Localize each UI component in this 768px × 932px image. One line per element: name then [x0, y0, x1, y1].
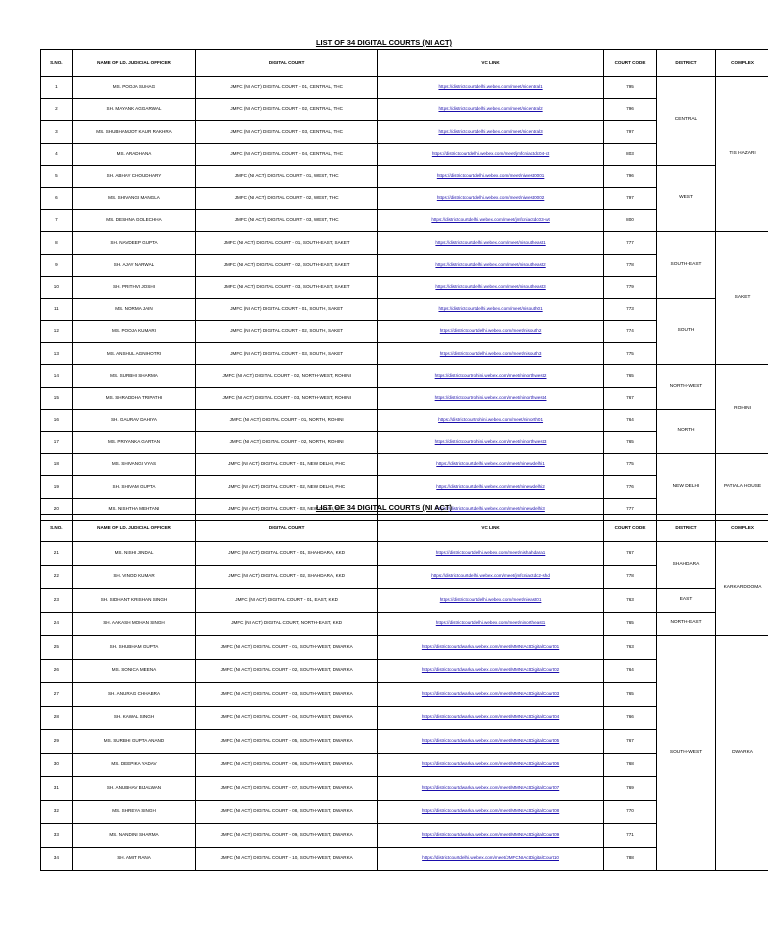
vc-link[interactable]: https://districtcourtdwarka.webex.com/meet/MMNIActDigitalCourt08 [378, 800, 604, 824]
cell-court: JMFC (NI ACT) DIGITAL COURT - 02, SOUTH-WEST, DWARKA [196, 659, 378, 683]
cell-code: 778 [604, 254, 657, 276]
cell-officer: SH. SIDHANT KRISHAN SINGH [72, 589, 196, 613]
vc-link[interactable]: https://districtcourtdelhi.webex.com/meet/nieast01 [378, 589, 604, 613]
cell-code: 765 [604, 612, 657, 636]
cell-court: JMFC (NI ACT) DIGITAL COURT - 09, SOUTH-WEST, DWARKA [196, 824, 378, 848]
cell-officer: SH. KAWAL SINGH [72, 706, 196, 730]
cell-code: 778 [604, 565, 657, 589]
cell-sno: 24 [41, 612, 73, 636]
cell-officer: MS. DESHNA GOLECHHA [72, 210, 196, 232]
table-row [41, 165, 768, 187]
cell-court: JMFC (NI ACT) DIGITAL COURT - 03, WEST, THC [196, 210, 378, 232]
cell-code: 779 [604, 276, 657, 298]
cell-officer: SH. GAURAV DAHIYA [72, 409, 196, 431]
table-row [41, 454, 768, 476]
header-digital-court: DIGITAL COURT [196, 50, 378, 77]
cell-sno: 19 [41, 476, 73, 498]
cell-officer: SH. ANURAG CHHABRA [72, 683, 196, 707]
header-vc-link: VC LINK [378, 515, 604, 542]
cell-code: 767 [604, 730, 657, 754]
cell-officer: MS. PRIYANKA GARTAN [72, 432, 196, 454]
vc-link[interactable]: https://districtcourtdelhi.webex.com/meet/nisouth3 [378, 343, 604, 365]
cell-sno: 2 [41, 99, 73, 121]
cell-sno: 1 [41, 77, 73, 99]
cell-court: JMFC (NI ACT) DIGITAL COURT - 01, EAST, KKD [196, 589, 378, 613]
district-cell: NEW DELHI [656, 454, 715, 521]
cell-officer: SH. MAYANK AGGARWAL [72, 99, 196, 121]
cell-sno: 4 [41, 143, 73, 165]
cell-sno: 10 [41, 276, 73, 298]
vc-link[interactable]: https://districtcourtrohini.webex.com/meet/ninorthwest4 [378, 387, 604, 409]
vc-link[interactable]: https://districtcourtrohini.webex.com/meet/ninorthwest3 [378, 432, 604, 454]
district-cell: SOUTH-WEST [656, 636, 715, 871]
vc-link[interactable]: https://districtcourtdelhi.webex.com/meet/nicentral1 [378, 77, 604, 99]
cell-court: JMFC (NI ACT) DIGITAL COURT - 02, SOUTH, SAKET [196, 321, 378, 343]
cell-code: 797 [604, 121, 657, 143]
table-row [41, 542, 768, 566]
vc-link[interactable]: https://districtcourtdwarka.webex.com/meet/MMNIActDigitalCourt05 [378, 730, 604, 754]
header-officer: NAME OF LD. JUDICIAL OFFICER [72, 50, 196, 77]
cell-code: 765 [604, 365, 657, 387]
cell-officer: SH. AAKASH MOHAN SINGH [72, 612, 196, 636]
cell-sno: 5 [41, 165, 73, 187]
cell-sno: 11 [41, 298, 73, 320]
table-row [41, 589, 768, 613]
cell-code: 788 [604, 847, 657, 871]
vc-link[interactable]: https://districtcourtdelhi.webex.com/meet/nisouth2 [378, 321, 604, 343]
cell-sno: 17 [41, 432, 73, 454]
cell-officer: MS. ANSHUL AGNIHOTRI [72, 343, 196, 365]
cell-court: JMFC (NI ACT) DIGITAL COURT - 08, SOUTH-WEST, DWARKA [196, 800, 378, 824]
cell-sno: 25 [41, 636, 73, 660]
cell-code: 775 [604, 454, 657, 476]
cell-sno: 6 [41, 187, 73, 209]
cell-code: 774 [604, 321, 657, 343]
district-cell: EAST [656, 589, 715, 613]
cell-code: 776 [604, 476, 657, 498]
cell-code: 765 [604, 432, 657, 454]
vc-link[interactable]: https://districtcourtdwarka.webex.com/meet/MMNIActDigitalCourt09 [378, 824, 604, 848]
cell-court: JMFC (NI ACT) DIGITAL COURT - 02, SHAHDARA, KKD [196, 565, 378, 589]
cell-code: 800 [604, 210, 657, 232]
cell-court: JMFC (NI ACT) DIGITAL COURT - 02, CENTRAL, THC [196, 99, 378, 121]
district-cell: NORTH-WEST [656, 365, 715, 409]
cell-officer: MS. NISHI JINDAL [72, 542, 196, 566]
cell-code: 771 [604, 824, 657, 848]
cell-officer: SH. AMIT RANA [72, 847, 196, 871]
cell-code: 795 [604, 77, 657, 99]
cell-court: JMFC (NI ACT) DIGITAL COURT - 02, WEST, THC [196, 187, 378, 209]
complex-cell: KARKARDOOMA [716, 542, 768, 636]
header-sno: S.NO. [41, 515, 73, 542]
cell-code: 803 [604, 143, 657, 165]
vc-link[interactable]: https://districtcourtdelhi.webex.com/meet/niwest0002 [378, 187, 604, 209]
district-cell: SOUTH-EAST [656, 232, 715, 299]
digital-courts-table [40, 514, 768, 871]
cell-code: 769 [604, 777, 657, 801]
digital-courts-table [40, 49, 768, 521]
table-row [41, 232, 768, 254]
cell-court: JMFC (NI ACT) DIGITAL COURT - 03, SOUTH-EAST, SAKET [196, 276, 378, 298]
cell-court: JMFC (NI ACT) DIGITAL COURT - 01, NEW DELHI, PHC [196, 454, 378, 476]
table-header-row [41, 515, 768, 542]
cell-sno: 9 [41, 254, 73, 276]
vc-link[interactable]: https://districtcourtdelhi.webex.com/meet/jmfcniactdc2-shd [378, 565, 604, 589]
cell-court: JMFC (NI ACT) DIGITAL COURT - 01, CENTRAL, THC [196, 77, 378, 99]
cell-court: JMFC (NI ACT) DIGITAL COURT - 07, SOUTH-WEST, DWARKA [196, 777, 378, 801]
district-cell: WEST [656, 165, 715, 232]
vc-link[interactable]: https://districtcourtdelhi.webex.com/meet/nisoutheast1 [378, 232, 604, 254]
table-header-row [41, 50, 768, 77]
header-complex: COMPLEX [716, 50, 768, 77]
cell-court: JMFC (NI ACT) DIGITAL COURT - 01, SOUTH-WEST, DWARKA [196, 636, 378, 660]
cell-court: JMFC (NI ACT) DIGITAL COURT - 04, SOUTH-WEST, DWARKA [196, 706, 378, 730]
header-sno: S.NO. [41, 50, 73, 77]
cell-officer: MS. SHUBHAMJOT KAUR RAKHRA [72, 121, 196, 143]
vc-link[interactable]: https://districtcourtdwarka.webex.com/meet/MMNIActDigitalCourt01 [378, 636, 604, 660]
cell-court: JMFC (NI ACT) DIGITAL COURT - 02, NORTH, ROHINI [196, 432, 378, 454]
cell-code: 767 [604, 542, 657, 566]
cell-officer: SH. AJAY NARWAL [72, 254, 196, 276]
vc-link[interactable]: https://districtcourtrohini.webex.com/meet/ninorthwest2 [378, 365, 604, 387]
vc-link[interactable]: https://districtcourtdwarka.webex.com/meet/MMNIActDigitalCourt02 [378, 659, 604, 683]
cell-officer: SH. ANUBHAV BIJALWAN [72, 777, 196, 801]
cell-court: JMFC (NI ACT) DIGITAL COURT - 03, NEW DELHI, PHC [196, 498, 378, 520]
vc-link[interactable]: https://districtcourtdelhi.webex.com/meet/JMFCNIActDigitalCourt10 [378, 847, 604, 871]
cell-court: JMFC (NI ACT) DIGITAL COURT - 01, WEST, THC [196, 165, 378, 187]
cell-court: JMFC (NI ACT) DIGITAL COURT - 01, NORTH, ROHINI [196, 409, 378, 431]
header-digital-court: DIGITAL COURT [196, 515, 378, 542]
cell-code: 773 [604, 298, 657, 320]
cell-officer: MS. POOJA SUHAG [72, 77, 196, 99]
vc-link[interactable]: https://districtcourtdwarka.webex.com/meet/MMNIActDigitalCourt03 [378, 683, 604, 707]
cell-officer: MS. NISHTHA MEHTANI [72, 498, 196, 520]
vc-link[interactable]: https://districtcourtdelhi.webex.com/meet/ninewdelhi3 [378, 498, 604, 520]
vc-link[interactable]: https://districtcourtrohini.webex.com/meet/ninorth01 [378, 409, 604, 431]
complex-cell: ROHINI [716, 365, 768, 454]
cell-court: JMFC (NI ACT) DIGITAL COURT - 03, SOUTH-WEST, DWARKA [196, 683, 378, 707]
cell-code: 797 [604, 187, 657, 209]
complex-cell: PATIALA HOUSE [716, 454, 768, 521]
cell-sno: 18 [41, 454, 73, 476]
district-cell: SOUTH [656, 298, 715, 365]
vc-link[interactable]: https://districtcourtdwarka.webex.com/meet/MMNIActDigitalCourt07 [378, 777, 604, 801]
cell-sno: 8 [41, 232, 73, 254]
cell-court: JMFC (NI ACT) DIGITAL COURT - 06, SOUTH-WEST, DWARKA [196, 753, 378, 777]
cell-court: JMFC (NI ACT) DIGITAL COURT - 02, NEW DELHI, PHC [196, 476, 378, 498]
table-row [41, 365, 768, 387]
table-row [41, 77, 768, 99]
vc-link[interactable]: https://districtcourtdelhi.webex.com/meet/niwest0001 [378, 165, 604, 187]
cell-sno: 22 [41, 565, 73, 589]
vc-link[interactable]: https://districtcourtdwarka.webex.com/meet/MMNIActDigitalCourt04 [378, 706, 604, 730]
cell-officer: SH. SHIVAM GUPTA [72, 476, 196, 498]
vc-link[interactable]: https://districtcourtdelhi.webex.com/meet/ninewdelhi2 [378, 476, 604, 498]
cell-code: 763 [604, 589, 657, 613]
header-vc-link: VC LINK [378, 50, 604, 77]
page-title: LIST OF 34 DIGITAL COURTS (NI ACT) [315, 38, 453, 47]
cell-code: 764 [604, 409, 657, 431]
cell-sno: 26 [41, 659, 73, 683]
vc-link[interactable]: https://districtcourtdelhi.webex.com/meet/jmfcniactdc03-wt [378, 210, 604, 232]
table-row [41, 612, 768, 636]
cell-court: JMFC (NI ACT) DIGITAL COURT, NORTH-EAST, KKD [196, 612, 378, 636]
cell-court: JMFC (NI ACT) DIGITAL COURT - 04, CENTRAL, THC [196, 143, 378, 165]
cell-sno: 13 [41, 343, 73, 365]
vc-link[interactable]: https://districtcourtdelhi.webex.com/meet/nishahdara1 [378, 542, 604, 566]
cell-court: JMFC (NI ACT) DIGITAL COURT - 02, NORTH-WEST, ROHINI [196, 365, 378, 387]
cell-code: 775 [604, 343, 657, 365]
vc-link[interactable]: https://districtcourtdelhi.webex.com/meet/ninewdelhi1 [378, 454, 604, 476]
cell-sno: 15 [41, 387, 73, 409]
cell-officer: MS. SURBHI SHARMA [72, 365, 196, 387]
cell-sno: 29 [41, 730, 73, 754]
header-court-code: COURT CODE [604, 50, 657, 77]
vc-link[interactable]: https://districtcourtdelhi.webex.com/meet/nisoutheast3 [378, 276, 604, 298]
cell-sno: 20 [41, 498, 73, 520]
header-complex: COMPLEX [716, 515, 768, 542]
cell-officer: MS. NANDINI SHARMA [72, 824, 196, 848]
cell-sno: 7 [41, 210, 73, 232]
cell-court: JMFC (NI ACT) DIGITAL COURT - 03, NORTH-WEST, ROHINI [196, 387, 378, 409]
cell-sno: 16 [41, 409, 73, 431]
table-row [41, 409, 768, 431]
cell-officer: MS. POOJA KUMARI [72, 321, 196, 343]
complex-cell: TIS HAZARI [716, 77, 768, 232]
cell-court: JMFC (NI ACT) DIGITAL COURT - 10, SOUTH-WEST, DWARKA [196, 847, 378, 871]
vc-link[interactable]: https://districtcourtdelhi.webex.com/meet/nicentral2 [378, 99, 604, 121]
cell-sno: 28 [41, 706, 73, 730]
cell-officer: SH. NAVDEEP GUPTA [72, 232, 196, 254]
cell-officer: MS. SHREYA SINGH [72, 800, 196, 824]
cell-officer: MS. SURBHI GUPTA ANAND [72, 730, 196, 754]
cell-code: 770 [604, 800, 657, 824]
cell-sno: 3 [41, 121, 73, 143]
vc-link[interactable]: https://districtcourtdelhi.webex.com/meet/nisouth01 [378, 298, 604, 320]
district-cell: CENTRAL [656, 77, 715, 166]
cell-code: 796 [604, 99, 657, 121]
cell-code: 763 [604, 636, 657, 660]
cell-officer: MS. SHIVANGI VYAS [72, 454, 196, 476]
vc-link[interactable]: https://districtcourtdwarka.webex.com/meet/MMNIActDigitalCourt06 [378, 753, 604, 777]
cell-officer: MS. NORMA JAIN [72, 298, 196, 320]
cell-sno: 33 [41, 824, 73, 848]
cell-court: JMFC (NI ACT) DIGITAL COURT - 03, CENTRAL, THC [196, 121, 378, 143]
cell-court: JMFC (NI ACT) DIGITAL COURT - 01, SHAHDARA, KKD [196, 542, 378, 566]
complex-cell: SAKET [716, 232, 768, 365]
cell-court: JMFC (NI ACT) DIGITAL COURT - 01, SOUTH-EAST, SAKET [196, 232, 378, 254]
cell-sno: 23 [41, 589, 73, 613]
cell-officer: MS. SHIVANGI MANGLA [72, 187, 196, 209]
cell-officer: SH. PRITHVI JOSHI [72, 276, 196, 298]
vc-link[interactable]: https://districtcourtdelhi.webex.com/meet/jmfcniactdc04-ct [378, 143, 604, 165]
cell-code: 777 [604, 232, 657, 254]
cell-sno: 27 [41, 683, 73, 707]
cell-code: 766 [604, 706, 657, 730]
header-court-code: COURT CODE [604, 515, 657, 542]
cell-code: 796 [604, 165, 657, 187]
cell-code: 764 [604, 659, 657, 683]
cell-code: 765 [604, 683, 657, 707]
vc-link[interactable]: https://districtcourtdelhi.webex.com/meet/nisoutheast2 [378, 254, 604, 276]
cell-sno: 32 [41, 800, 73, 824]
vc-link[interactable]: https://districtcourtdelhi.webex.com/meet/nicentral3 [378, 121, 604, 143]
complex-cell: DWARKA [716, 636, 768, 871]
cell-code: 768 [604, 753, 657, 777]
cell-sno: 12 [41, 321, 73, 343]
district-cell: NORTH-EAST [656, 612, 715, 636]
header-district: DISTRICT [656, 50, 715, 77]
table-row [41, 298, 768, 320]
cell-officer: MS. SHRADDHA TRIPATHI [72, 387, 196, 409]
cell-officer: SH. SHUBHAM GUPTA [72, 636, 196, 660]
cell-officer: MS. DEEPIKA YADAV [72, 753, 196, 777]
table-row [41, 636, 768, 660]
header-district: DISTRICT [656, 515, 715, 542]
cell-officer: MS. ARADHANA [72, 143, 196, 165]
cell-sno: 30 [41, 753, 73, 777]
cell-officer: SH. ABHAY CHOUDHARY [72, 165, 196, 187]
cell-officer: MS. SONICA MEENA [72, 659, 196, 683]
cell-officer: SH. VINOD KUMAR [72, 565, 196, 589]
cell-code: 777 [604, 498, 657, 520]
cell-court: JMFC (NI ACT) DIGITAL COURT - 05, SOUTH-WEST, DWARKA [196, 730, 378, 754]
cell-code: 767 [604, 387, 657, 409]
district-cell: NORTH [656, 409, 715, 453]
district-cell: SHAHDARA [656, 542, 715, 589]
cell-sno: 21 [41, 542, 73, 566]
vc-link[interactable]: https://districtcourtdelhi.webex.com/meet/ninortheast1 [378, 612, 604, 636]
cell-court: JMFC (NI ACT) DIGITAL COURT - 01, SOUTH, SAKET [196, 298, 378, 320]
cell-sno: 31 [41, 777, 73, 801]
header-officer: NAME OF LD. JUDICIAL OFFICER [72, 515, 196, 542]
cell-court: JMFC (NI ACT) DIGITAL COURT - 03, SOUTH, SAKET [196, 343, 378, 365]
cell-sno: 34 [41, 847, 73, 871]
cell-court: JMFC (NI ACT) DIGITAL COURT - 02, SOUTH-EAST, SAKET [196, 254, 378, 276]
cell-sno: 14 [41, 365, 73, 387]
page-title: LIST OF 34 DIGITAL COURTS (NI ACT) [315, 503, 453, 512]
